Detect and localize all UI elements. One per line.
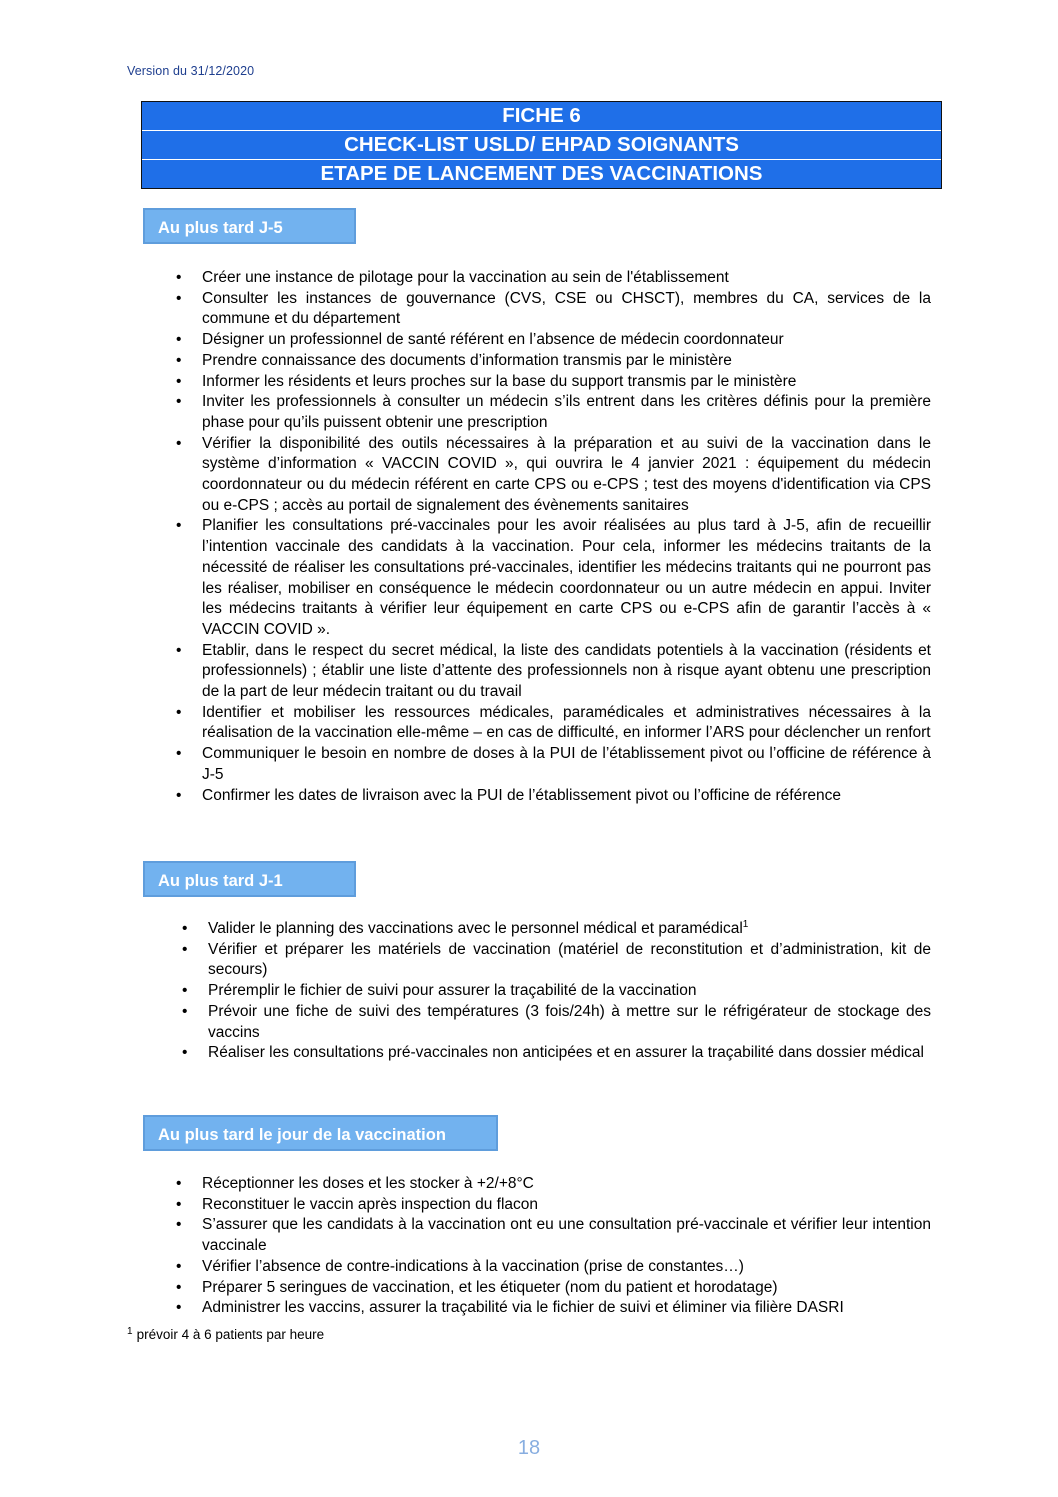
list-item: • Réaliser les consultations pré-vaccinales non anticipées et en assurer la traçabilité dans dossier médical bbox=[208, 1043, 931, 1064]
list-item: • Désigner un professionnel de santé référent en l’absence de médecin coordonnateur bbox=[202, 330, 931, 351]
checklist-day-of-vaccination bbox=[202, 1174, 931, 1319]
list-item: • Préparer 5 seringues de vaccination, et les étiqueter (nom du patient et horodatage) bbox=[202, 1278, 931, 1299]
section-label-day-of-vaccination: Au plus tard le jour de la vaccination bbox=[143, 1115, 498, 1151]
list-item: • Etablir, dans le respect du secret médical, la liste des candidats potentiels à la vaccination (résidents et professionnels) ; établir une liste d’attente des professionnels non à risque ayant obtenu une prescription de la part de leur médecin traitant ou du travail bbox=[202, 641, 931, 703]
list-item: • Consulter les instances de gouvernance (CVS, CSE ou CHSCT), membres du CA, services de la commune et du département bbox=[202, 289, 931, 330]
list-item: • Administrer les vaccins, assurer la traçabilité via le fichier de suivi et éliminer via filière DASRI bbox=[202, 1298, 931, 1319]
list-item: • Identifier et mobiliser les ressources médicales, paramédicales et administratives nécessaires à la réalisation de la vaccination elle-même – en cas de difficulté, en informer l’ARS pour déclencher un renfort bbox=[202, 703, 931, 744]
list-item: • Inviter les professionnels à consulter un médecin s’ils entrent dans les critères définis pour la première phase pour qu’ils puissent obtenir une prescription bbox=[202, 392, 931, 433]
section-label-j5: Au plus tard J-5 bbox=[143, 208, 356, 244]
footnote-marker: 1 bbox=[127, 1325, 133, 1337]
section-label-j1: Au plus tard J-1 bbox=[143, 861, 356, 897]
list-item: • Vérifier l’absence de contre-indications à la vaccination (prise de constantes…) bbox=[202, 1257, 931, 1278]
list-item: • Créer une instance de pilotage pour la vaccination au sein de l'établissement bbox=[202, 268, 931, 289]
footnote-ref: 1 bbox=[742, 918, 749, 930]
list-item: • Reconstituer le vaccin après inspection du flacon bbox=[202, 1195, 931, 1216]
title-box bbox=[141, 101, 942, 189]
list-item: • Prendre connaissance des documents d’information transmis par le ministère bbox=[202, 351, 931, 372]
list-item: • Préremplir le fichier de suivi pour assurer la traçabilité de la vaccination bbox=[208, 981, 931, 1002]
list-item: • Planifier les consultations pré-vaccinales pour les avoir réalisées au plus tard à J-5, afin de recueillir l’intention vaccinale des candidats à la vaccination. Pour cela, informer les médecins traitants de la nécessité de réaliser les consultations pré-vaccinales, identifier les médecins traitants qui ne pourront pas les réaliser, mobiliser en conséquence le médecin coordonnateur ou un autre médecin en appui. Inviter les médecins traitants à vérifier leur équipement en carte CPS ou e-CPS afin de garantir l’accès à « VACCIN COVID ». bbox=[202, 516, 931, 640]
list-item: • S’assurer que les candidats à la vaccination ont eu une consultation pré-vaccinale et vérifier leur intention vaccinale bbox=[202, 1215, 931, 1256]
list-item: • Informer les résidents et leurs proches sur la base du support transmis par le ministère bbox=[202, 372, 931, 393]
footnote bbox=[127, 1327, 324, 1342]
list-item: • Communiquer le besoin en nombre de doses à la PUI de l’établissement pivot ou l’officine de référence à J-5 bbox=[202, 744, 931, 785]
page-number: 18 bbox=[517, 1437, 541, 1459]
list-item: • Prévoir une fiche de suivi des températures (3 fois/24h) à mettre sur le réfrigérateur de stockage des vaccins bbox=[208, 1002, 931, 1043]
list-item: • Réceptionner les doses et les stocker à +2/+8°C bbox=[202, 1174, 931, 1195]
footnote-text: prévoir 4 à 6 patients par heure bbox=[136, 1327, 325, 1342]
checklist-j1 bbox=[208, 919, 931, 1064]
list-item bbox=[208, 919, 931, 940]
list-item-text: Valider le planning des vaccinations avec le personnel médical et paramédical bbox=[208, 920, 743, 937]
document-version: Version du 31/12/2020 bbox=[127, 64, 255, 78]
title-line-1: FICHE 6 bbox=[142, 102, 941, 131]
checklist-j5 bbox=[202, 268, 931, 806]
list-item: • Vérifier la disponibilité des outils nécessaires à la préparation et au suivi de la vaccination dans le système d’information « VACCIN COVID », qui ouvrira le 4 janvier 2021 : équipement du médecin coordonnateur ou du médecin référent en carte CPS ou e-CPS ; test des moyens d'identification via CPS ou e-CPS ; accès au portail de signalement des évènements sanitaires bbox=[202, 434, 931, 517]
title-line-2: CHECK-LIST USLD/ EHPAD SOIGNANTS bbox=[142, 131, 941, 160]
list-item: • Vérifier et préparer les matériels de vaccination (matériel de reconstitution et d’administration, kit de secours) bbox=[208, 940, 931, 981]
list-item: • Confirmer les dates de livraison avec la PUI de l’établissement pivot ou l’officine de référence bbox=[202, 786, 931, 807]
title-line-3: ETAPE DE LANCEMENT DES VACCINATIONS bbox=[320, 162, 763, 185]
